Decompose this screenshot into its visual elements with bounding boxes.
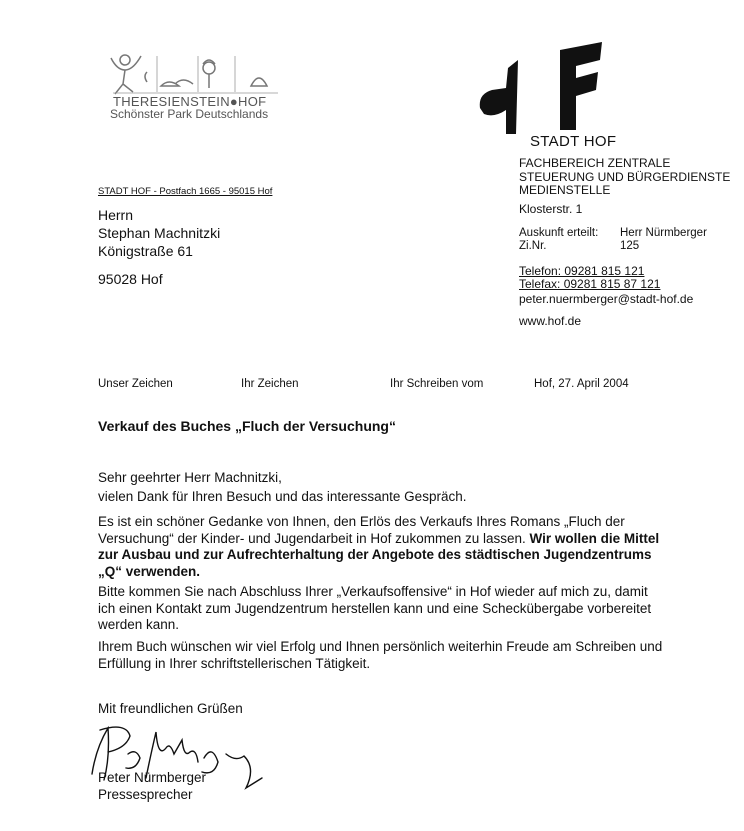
paragraph-bold-text: Wir wollen die Mittel zur Ausbau und zur Aufrechterhaltung der Angebote des städtischen Jugendzentrums „Q“ verwenden. (98, 530, 660, 579)
city-name: STADT HOF (530, 133, 617, 150)
phone-block (519, 265, 660, 291)
park-name: THERESIENSTEIN●HOF (113, 94, 267, 109)
signer-title: Pressesprecher (98, 787, 193, 802)
recipient-line: Stephan Machnitzki (98, 225, 221, 241)
contact-value: Herr Nürmberger (620, 227, 707, 239)
recipient-line: Herrn (98, 207, 134, 223)
stadt-hof-logo (472, 38, 612, 138)
paragraph-text: Es ist ein schöner Gedanke von Ihnen, den Erlös des Verkaufs Ihres Romans „Fluch der Versuchung“ der Kinder- und Jugendarbeit in Hof zukommen zu lassen. (98, 514, 625, 546)
department-line: STEUERUNG UND BÜRGERDIENSTE (519, 169, 731, 184)
contact-values (620, 227, 707, 253)
ref-ihr-zeichen: Ihr Zeichen (241, 378, 299, 390)
closing: Mit freundlichen Grüßen (98, 701, 243, 716)
letter-date: Hof, 27. April 2004 (534, 378, 629, 390)
department-line: FACHBEREICH ZENTRALE (519, 156, 671, 170)
fax-number: Telefax: 09281 815 87 121 (519, 277, 661, 291)
contact-label: Auskunft erteilt: (519, 227, 599, 239)
recipient-address (98, 206, 220, 260)
signer-name: Peter Nürmberger (98, 770, 207, 785)
phone-number: Telefon: 09281 815 121 (519, 264, 645, 278)
recipient-city: 95028 Hof (98, 271, 163, 287)
paragraph: vielen Dank für Ihren Besuch und das interessante Gespräch. (98, 489, 467, 504)
signer-block (98, 769, 206, 803)
recipient-line: Königstraße 61 (98, 243, 193, 259)
contact-value: 125 (620, 240, 640, 252)
sender-line: STADT HOF - Postfach 1665 - 95015 Hof (98, 186, 273, 197)
salutation: Sehr geehrter Herr Machnitzki, (98, 470, 282, 485)
department (519, 157, 730, 198)
contact-label: Zi.Nr. (519, 240, 547, 252)
paragraph (98, 514, 666, 580)
paragraph: Bitte kommen Sie nach Abschluss Ihrer „Verkaufsoffensive“ in Hof wieder auf mich zu, damit ich einen Kontakt zum Jugendzentrum herstellen kann und eine Scheckübergabe vorbereitet werden kann. (98, 584, 652, 632)
office-address: Klosterstr. 1 (519, 202, 583, 216)
contact-labels (519, 227, 598, 253)
subject-line: Verkauf des Buches „Fluch der Versuchung“ (98, 418, 396, 434)
ref-unser-zeichen: Unser Zeichen (98, 378, 173, 390)
department-line: MEDIENSTELLE (519, 183, 611, 197)
park-tagline: Schönster Park Deutschlands (110, 107, 269, 121)
website-link[interactable]: www.hof.de (519, 314, 582, 328)
paragraph: Ihrem Buch wünschen wir viel Erfolg und Ihnen persönlich weiterhin Freude am Schreiben und Erfüllung in Ihrer schriftstellerischen Tätigkeit. (98, 639, 663, 671)
ref-ihr-schreiben: Ihr Schreiben vom (390, 378, 484, 390)
email-link[interactable]: peter.nuermberger@stadt-hof.de (519, 292, 694, 306)
